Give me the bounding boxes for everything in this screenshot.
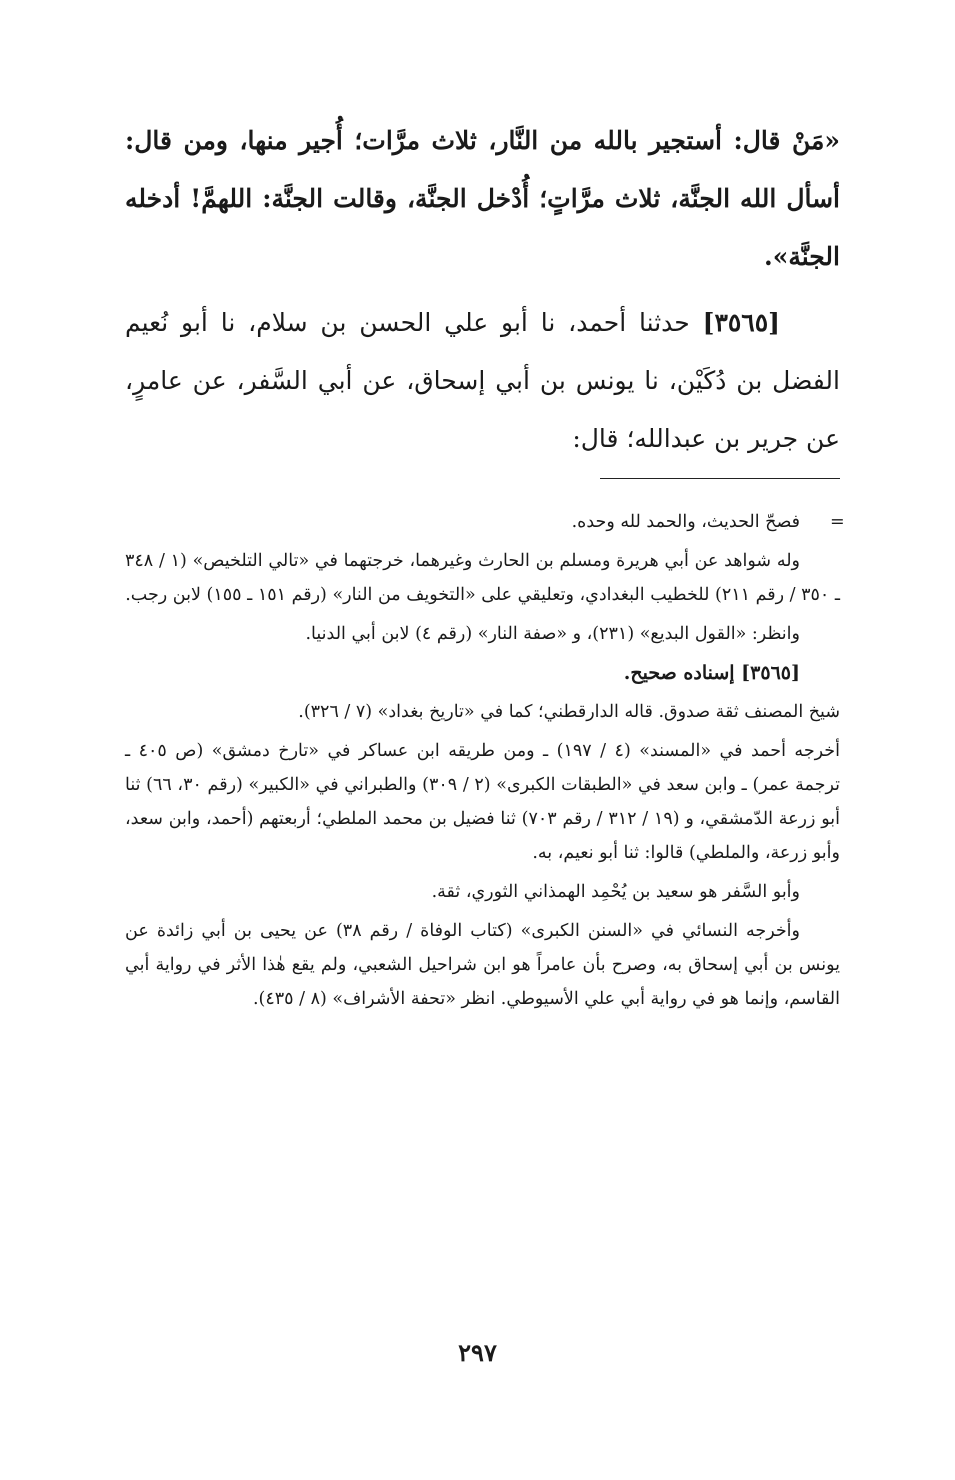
isnad-paragraph	[125, 294, 840, 468]
footnote-paragraph: وأخرجه النسائي في «السنن الكبرى» (كتاب الوفاة / رقم ٣٨) عن يحيى بن أبي زائدة عن يونس بن أبي إسحاق به، وصرح بأن عامراً هو ابن شراحيل الشعبي، ولم يقع هٰذا الأثر في رواية أبي القاسم، وإنما هو في رواية أبي علي الأسيوطي. انظر «تحفة الأشراف» (٨ / ٤٣٥).	[125, 921, 840, 1009]
footnote-paragraph: وله شواهد عن أبي هريرة ومسلم بن الحارث وغيرهما، خرجتهما في «تالي التلخيص» (١ / ٣٤٨ ـ ٣٥٠ / رقم ٢١١) للخطيب البغدادي، وتعليقي على «التخويف من النار» (رقم ١٥١ ـ ١٥٥) لابن رجب.	[125, 551, 840, 605]
footnote-paragraph: وأبو السَّفر هو سعيد بن يُحْمِد الهمذاني الثوري، ثقة.	[431, 882, 800, 902]
footnote-paragraph: شيخ المصنف ثقة صدوق. قاله الدارقطني؛ كما في «تاريخ بغداد» (٧ / ٣٢٦).	[298, 702, 840, 722]
footnote-paragraph: أخرجه أحمد في «المسند» (٤ / ١٩٧) ـ ومن طريقه ابن عساكر في «تارخ دمشق» (ص ٤٠٥ ـ ترجمة عمر) ـ وابن سعد في «الطبقات الكبرى» (٢ / ٣٠٩) والطبراني في «الكبير» (رقم ٣٠، ٦٦) ثنا أبو زرعة الدّمشقي، و (١٩ / ٣١٢ / رقم ٧٠٣) ثنا فضيل بن محمد الملطي؛ أربعتهم (أحمد، وابن سعد، وأبو زرعة، والملطي) قالوا: ثنا أبو نعيم، به.	[125, 741, 840, 863]
isnad-text: حدثنا أحمد، نا أبو علي الحسن بن سلام، نا أبو نُعيم الفضل بن دُكَيْن، نا يونس بن أبي إسحاق، عن أبي السَّفر، عن عامرٍ، عن جرير بن عبدالله؛ قال:	[125, 308, 840, 453]
footnotes	[125, 505, 845, 1021]
footnote-heading: [٣٥٦٥] إسناده صحيح.	[623, 662, 800, 684]
hadith-number: [٣٥٦٥]	[702, 308, 780, 337]
footnote-paragraph: وانظر: «القول البديع» (٢٣١)، و «صفة النار» (رقم ٤) لابن أبي الدنيا.	[305, 624, 800, 644]
page-number: ٢٩٧	[458, 1338, 497, 1367]
main-text	[125, 112, 840, 468]
footnote-paragraph: فصحّ الحديث، والحمد لله وحده.	[571, 512, 800, 532]
hadith-text: «مَنْ قال: أستجير بالله من النَّار، ثلاث مرَّات؛ أُجير منها، ومن قال: أسأل الله الجنَّة، ثلاث مرَّاتٍ؛ أُدْخل الجنَّة، وقالت الجنَّة: اللهمَّ! أدخله الجنَّة».	[125, 126, 840, 271]
continuation-marker: =	[830, 512, 845, 532]
footnote-separator	[600, 478, 840, 479]
